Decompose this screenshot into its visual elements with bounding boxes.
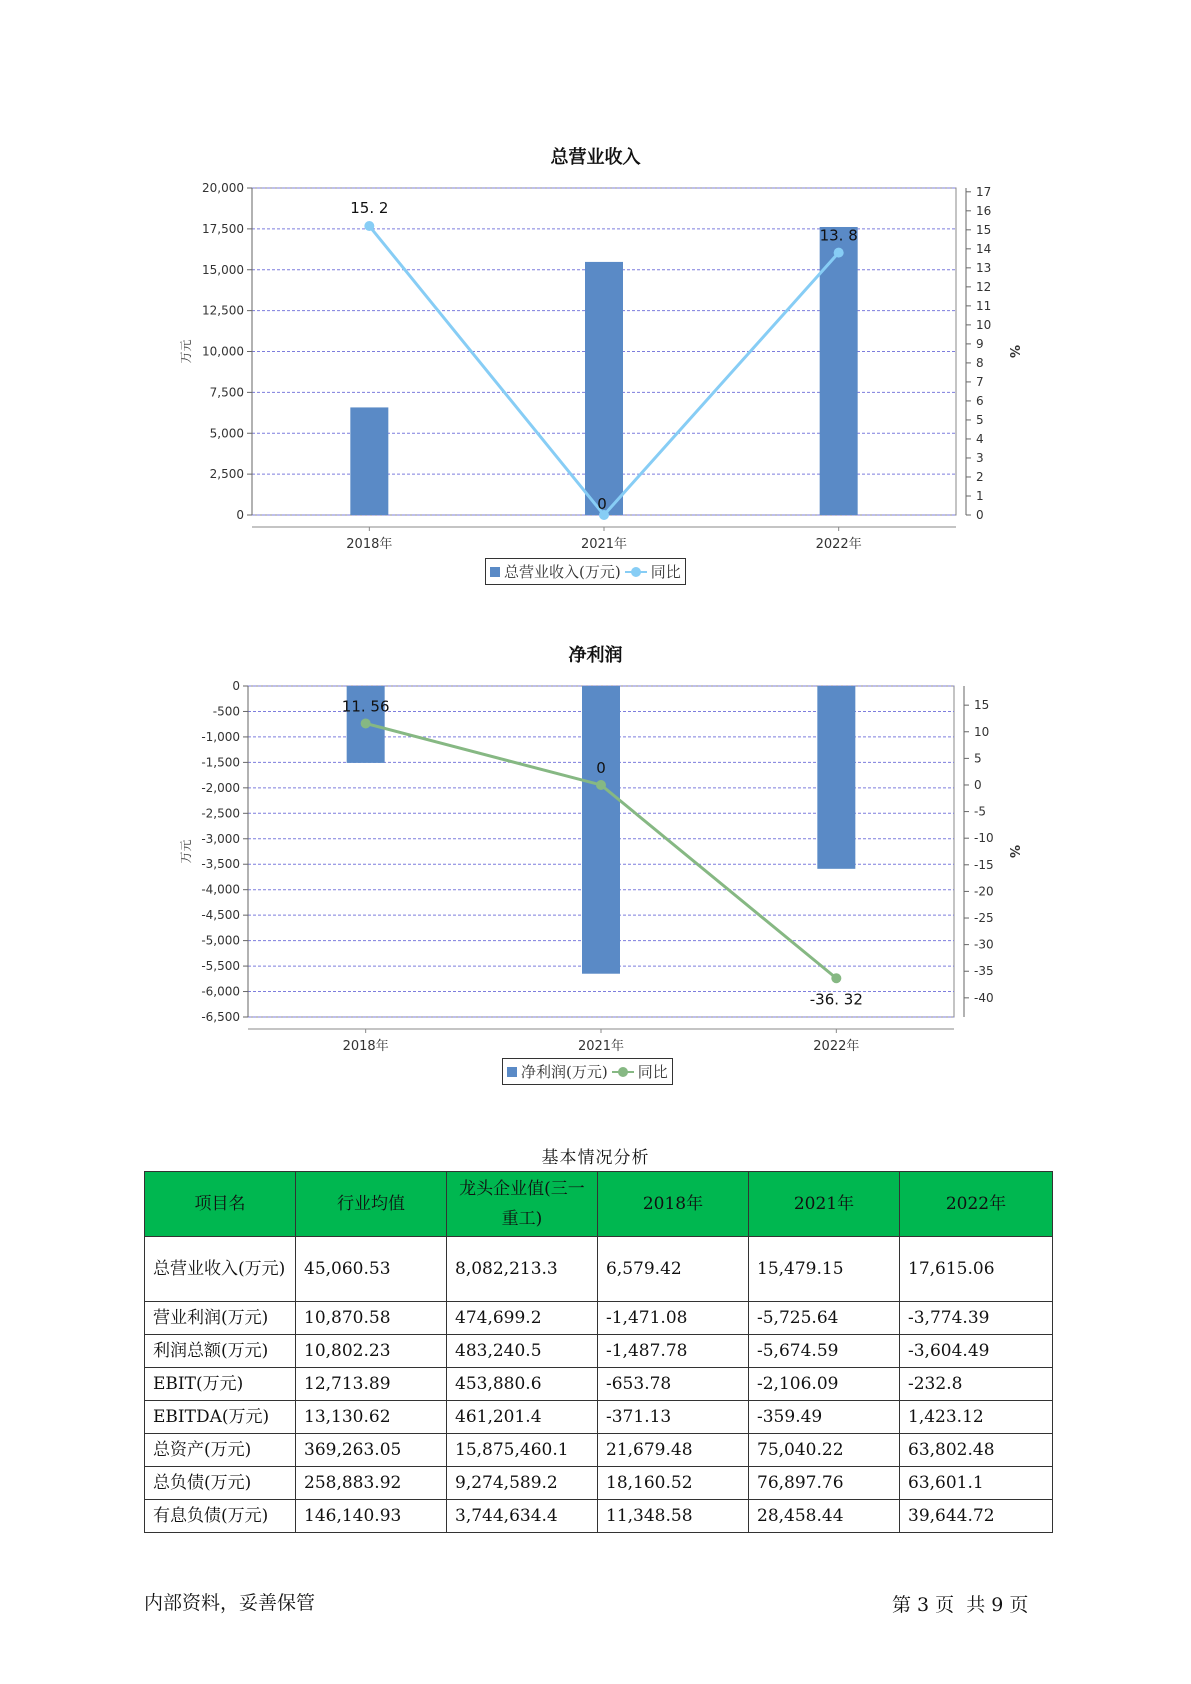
y-tick-label: 5,000 (209, 426, 244, 441)
y-tick-label: -3,000 (201, 831, 240, 846)
x-tick-label: 2022年 (813, 1039, 860, 1054)
table-cell: -1,487.78 (598, 1335, 749, 1368)
table-row (145, 1467, 1053, 1500)
y2-tick-label: -15 (974, 857, 994, 872)
table-cell: -1,471.08 (598, 1302, 749, 1335)
table-cell: 总资产(万元) (145, 1434, 296, 1467)
y-tick-label: 7,500 (209, 385, 244, 400)
footer-page-number: 第 3 页 共 9 页 (892, 1594, 1029, 1616)
table-cell: -3,604.49 (900, 1335, 1053, 1368)
y2-tick-label: -20 (974, 884, 994, 899)
y-tick-label: -3,500 (201, 857, 240, 872)
y2-tick-label: 9 (976, 336, 984, 351)
y2-tick-label: -10 (974, 831, 994, 846)
table-cell: 总营业收入(万元) (145, 1237, 296, 1302)
data-label: 11. 56 (341, 697, 390, 716)
table-cell: 11,348.58 (598, 1500, 749, 1533)
y2-tick-label: 17 (976, 184, 992, 199)
y2-tick-label: -35 (974, 964, 994, 979)
analysis-table (144, 1171, 1053, 1533)
table-cell: 13,130.62 (296, 1401, 447, 1434)
y2-tick-label: 5 (974, 751, 982, 766)
table-cell: -5,674.59 (749, 1335, 900, 1368)
y-tick-label: -6,500 (201, 1010, 240, 1024)
table-cell: 10,802.23 (296, 1335, 447, 1368)
table-cell: 28,458.44 (749, 1500, 900, 1533)
footer-confidential: 内部资料，妥善保管 (144, 1592, 316, 1614)
table-cell: -359.49 (749, 1401, 900, 1434)
table-cell: 利润总额(万元) (145, 1335, 296, 1368)
table-cell: 有息负债(万元) (145, 1500, 296, 1533)
table-cell: 15,479.15 (749, 1237, 900, 1302)
y-tick-label: -4,000 (201, 882, 240, 897)
data-label: 0 (596, 758, 606, 777)
table-cell: 12,713.89 (296, 1368, 447, 1401)
chart-title-revenue: 总营业收入 (550, 147, 641, 168)
line-point (361, 718, 371, 728)
table-cell: -232.8 (900, 1368, 1053, 1401)
y2-tick-label: 11 (976, 298, 992, 313)
data-label: -36. 32 (809, 990, 863, 1009)
y-tick-label: -2,000 (201, 780, 240, 795)
bar (582, 686, 620, 974)
header-2022: 2022年 (900, 1172, 1053, 1237)
legend-bar-swatch (507, 1067, 517, 1077)
table-header-row (145, 1172, 1053, 1237)
table-cell: 45,060.53 (296, 1237, 447, 1302)
legend-line-label: 同比 (637, 1063, 668, 1081)
y-tick-label: -2,500 (201, 806, 240, 821)
legend-bar-label: 净利润(万元) (521, 1063, 608, 1081)
y2-tick-label: 13 (976, 260, 992, 275)
header-leader-value: 龙头企业值(三一重工) (447, 1172, 598, 1237)
y-tick-label: -6,000 (201, 984, 240, 999)
y-tick-label: 0 (232, 679, 240, 693)
y2-tick-label: 10 (974, 724, 990, 739)
legend-line-swatch (612, 1066, 634, 1078)
x-tick-label: 2018年 (342, 1039, 389, 1054)
table-cell: -3,774.39 (900, 1302, 1053, 1335)
y2-tick-label: 10 (976, 317, 992, 332)
table-row (145, 1401, 1053, 1434)
table-cell: 146,140.93 (296, 1500, 447, 1533)
table-cell: 营业利润(万元) (145, 1302, 296, 1335)
x-tick-label: 2018年 (346, 537, 393, 552)
header-industry-avg: 行业均值 (296, 1172, 447, 1237)
y2-tick-label: -25 (974, 911, 994, 926)
table-cell: 258,883.92 (296, 1467, 447, 1500)
table-row (145, 1302, 1053, 1335)
y2-tick-label: 3 (976, 450, 984, 465)
y2-tick-label: 6 (976, 393, 984, 408)
table-cell: 63,601.1 (900, 1467, 1053, 1500)
header-2018: 2018年 (598, 1172, 749, 1237)
y-tick-label: 20,000 (202, 181, 244, 195)
table-caption: 基本情况分析 (541, 1148, 650, 1168)
y2-tick-label: 0 (974, 777, 982, 792)
y-tick-label: 17,500 (202, 221, 244, 236)
data-label: 15. 2 (350, 199, 389, 218)
y2-tick-label: 12 (976, 279, 992, 294)
table-cell: EBITDA(万元) (145, 1401, 296, 1434)
y-tick-label: -5,000 (201, 933, 240, 948)
table-cell: 6,579.42 (598, 1237, 749, 1302)
table-cell: -5,725.64 (749, 1302, 900, 1335)
table-cell: 21,679.48 (598, 1434, 749, 1467)
y2-tick-label: 15 (974, 698, 990, 713)
y-tick-label: -4,500 (201, 908, 240, 923)
y-tick-label: -1,000 (201, 729, 240, 744)
y-axis-title: 万元 (179, 839, 193, 864)
table-cell: 3,744,634.4 (447, 1500, 598, 1533)
table-cell: 15,875,460.1 (447, 1434, 598, 1467)
header-2021: 2021年 (749, 1172, 900, 1237)
table-cell: -2,106.09 (749, 1368, 900, 1401)
table-cell: 10,870.58 (296, 1302, 447, 1335)
y-tick-label: -500 (212, 704, 240, 719)
y2-tick-label: 8 (976, 355, 984, 370)
table-cell: 9,274,589.2 (447, 1467, 598, 1500)
y-axis-title: 万元 (179, 339, 193, 364)
y2-axis-title: % (1006, 844, 1021, 859)
table-cell: 461,201.4 (447, 1401, 598, 1434)
y2-tick-label: -5 (974, 804, 986, 819)
legend-line-label: 同比 (650, 563, 681, 581)
net-profit-legend (502, 1058, 673, 1085)
y-tick-label: 12,500 (202, 303, 244, 318)
legend-bar-label: 总营业收入(万元) (504, 563, 621, 581)
data-label: 13. 8 (819, 226, 858, 245)
y2-tick-label: 0 (976, 508, 984, 522)
table-cell: 75,040.22 (749, 1434, 900, 1467)
line-point (831, 973, 841, 983)
table-cell: 63,802.48 (900, 1434, 1053, 1467)
y-tick-label: 0 (236, 508, 244, 522)
line-point (596, 780, 606, 790)
y2-tick-label: -30 (974, 937, 994, 952)
chart-title-net-profit: 净利润 (568, 645, 623, 666)
y-tick-label: 2,500 (209, 467, 244, 482)
y-tick-label: 15,000 (202, 262, 244, 277)
x-tick-label: 2022年 (815, 537, 862, 552)
table-cell: EBIT(万元) (145, 1368, 296, 1401)
y2-tick-label: 2 (976, 469, 984, 484)
y2-tick-label: 5 (976, 412, 984, 427)
y2-tick-label: 4 (976, 431, 984, 446)
table-cell: 453,880.6 (447, 1368, 598, 1401)
table-cell: 474,699.2 (447, 1302, 598, 1335)
y-tick-label: 10,000 (202, 344, 244, 359)
table-cell: 369,263.05 (296, 1434, 447, 1467)
table-row (145, 1434, 1053, 1467)
y2-axis-title: % (1006, 344, 1021, 359)
y2-tick-label: 15 (976, 222, 992, 237)
table-row (145, 1237, 1053, 1302)
table-cell: 17,615.06 (900, 1237, 1053, 1302)
table-cell: 8,082,213.3 (447, 1237, 598, 1302)
x-tick-label: 2021年 (580, 537, 628, 552)
table-cell: 1,423.12 (900, 1401, 1053, 1434)
y2-tick-label: -40 (974, 990, 994, 1005)
table-cell: 18,160.52 (598, 1467, 749, 1500)
table-cell: 总负债(万元) (145, 1467, 296, 1500)
y2-tick-label: 1 (976, 488, 984, 503)
data-label: 0 (597, 495, 607, 513)
header-item-name: 项目名 (145, 1172, 296, 1237)
y2-tick-label: 16 (976, 203, 992, 218)
table-cell: -653.78 (598, 1368, 749, 1401)
x-tick-label: 2021年 (577, 1039, 625, 1054)
y2-tick-label: 7 (976, 374, 984, 389)
table-row (145, 1368, 1053, 1401)
table-cell: 39,644.72 (900, 1500, 1053, 1533)
y-tick-label: -5,500 (201, 959, 240, 974)
y2-tick-label: 14 (976, 241, 992, 256)
table-cell: -371.13 (598, 1401, 749, 1434)
table-cell: 76,897.76 (749, 1467, 900, 1500)
table-row (145, 1500, 1053, 1533)
y-tick-label: -1,500 (201, 755, 240, 770)
bar (817, 686, 855, 869)
table-cell: 483,240.5 (447, 1335, 598, 1368)
table-row (145, 1335, 1053, 1368)
